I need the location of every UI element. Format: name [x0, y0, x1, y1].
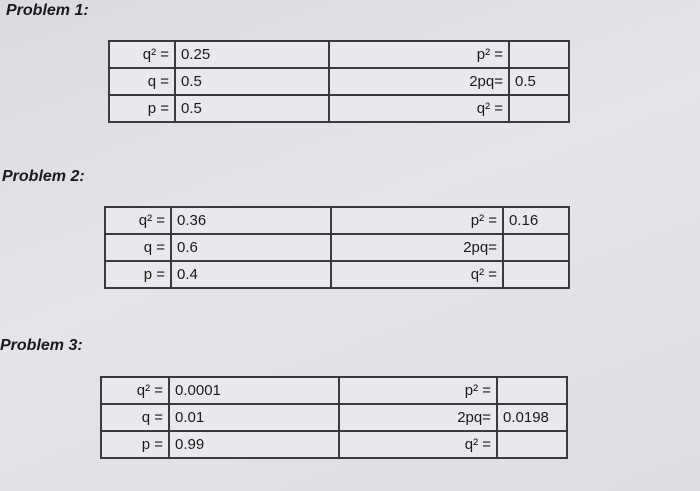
problem-3-table [100, 376, 568, 459]
q-squared-label: q² = [109, 41, 175, 68]
2pq-label: 2pq= [339, 404, 497, 431]
q-squared-answer-label: q² = [331, 261, 503, 288]
p-label: p = [101, 431, 169, 458]
q-squared-answer [509, 95, 569, 122]
p-value: 0.5 [175, 95, 329, 122]
problem-2-heading: Problem 2: [2, 168, 85, 185]
q-label: q = [109, 68, 175, 95]
q-squared-answer-label: q² = [329, 95, 509, 122]
2pq-answer: 0.0198 [497, 404, 567, 431]
p-value: 0.99 [169, 431, 339, 458]
p-squared-label: p² = [339, 377, 497, 404]
table-row [101, 404, 567, 431]
2pq-answer [503, 234, 569, 261]
2pq-label: 2pq= [329, 68, 509, 95]
p-squared-label: p² = [329, 41, 509, 68]
table-row [101, 431, 567, 458]
table-row [105, 207, 569, 234]
2pq-label: 2pq= [331, 234, 503, 261]
q-squared-value: 0.25 [175, 41, 329, 68]
table-row [101, 377, 567, 404]
p-squared-label: p² = [331, 207, 503, 234]
problem-1-heading: Problem 1: [6, 2, 89, 19]
q-squared-value: 0.0001 [169, 377, 339, 404]
p-label: p = [105, 261, 171, 288]
q-squared-answer-label: q² = [339, 431, 497, 458]
problem-3-heading: Problem 3: [0, 337, 83, 354]
q-squared-answer [497, 431, 567, 458]
table-row [105, 234, 569, 261]
problem-1-table [108, 40, 570, 123]
table-row [109, 95, 569, 122]
p-value: 0.4 [171, 261, 331, 288]
problem-2-table [104, 206, 570, 289]
p-label: p = [109, 95, 175, 122]
p-squared-answer: 0.16 [503, 207, 569, 234]
table-row [109, 41, 569, 68]
q-value: 0.6 [171, 234, 331, 261]
q-squared-value: 0.36 [171, 207, 331, 234]
table-row [105, 261, 569, 288]
q-label: q = [105, 234, 171, 261]
q-value: 0.5 [175, 68, 329, 95]
q-value: 0.01 [169, 404, 339, 431]
q-label: q = [101, 404, 169, 431]
table-row [109, 68, 569, 95]
q-squared-label: q² = [105, 207, 171, 234]
p-squared-answer [509, 41, 569, 68]
q-squared-answer [503, 261, 569, 288]
p-squared-answer [497, 377, 567, 404]
2pq-answer: 0.5 [509, 68, 569, 95]
q-squared-label: q² = [101, 377, 169, 404]
